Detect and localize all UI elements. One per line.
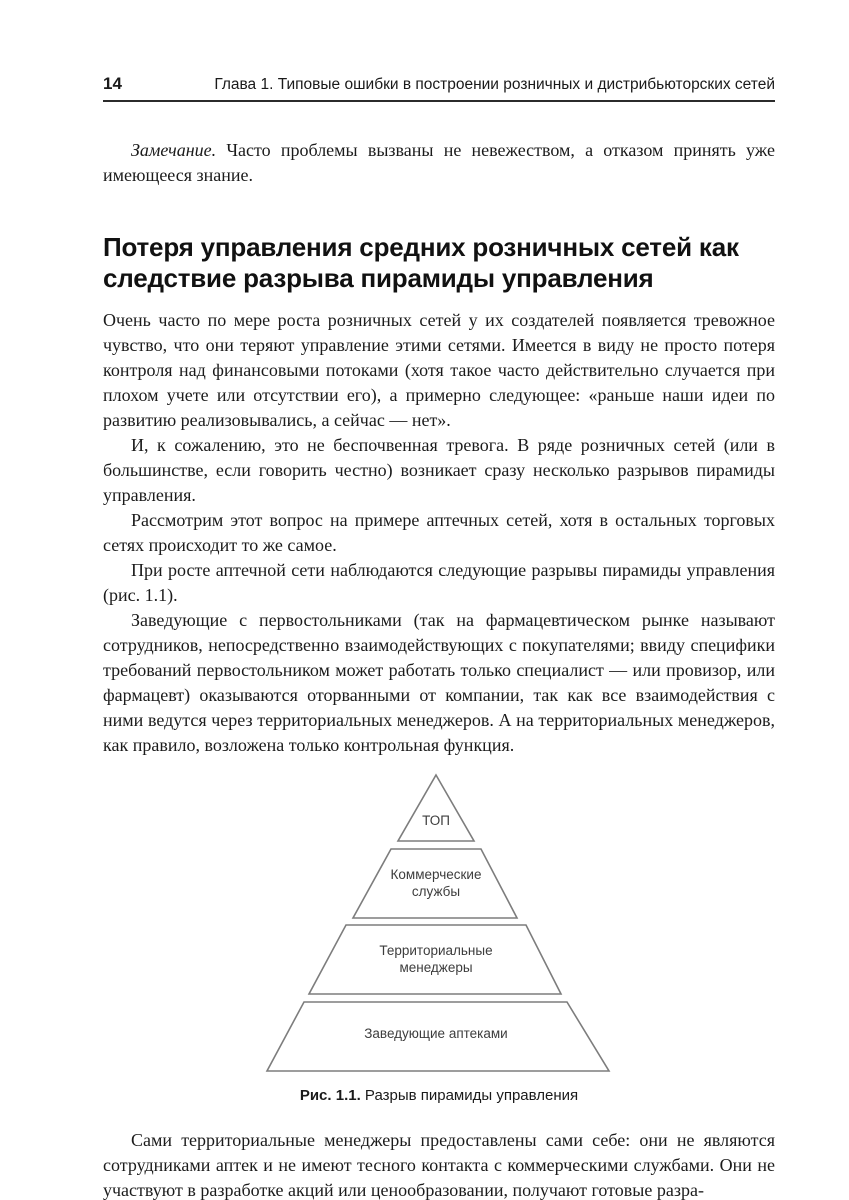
paragraph: При росте аптечной сети наблюдаются следующие разрывы пирамиды управления (рис. 1.1). [103, 560, 775, 605]
chapter-title: Глава 1. Типовые ошибки в построении розничных и дистрибьюторских сетей [214, 76, 775, 93]
page-number: 14 [103, 74, 122, 93]
paragraph: Сами территориальные менеджеры предоставлены сами себе: они не являются сотрудниками аптек и не имеют тесного контакта с коммерческими службами. Они не участвуют в разработке акций или ценообразовании, получают готовые разра- [103, 1130, 775, 1200]
running-head [103, 74, 775, 102]
section-heading: Потеря управления средних розничных сетей как следствие разрыва пирамиды управления [103, 232, 739, 293]
remark-lead: Замечание. [131, 140, 217, 160]
pyramid-label-base: Заведующие аптеками [364, 1026, 508, 1041]
figure-caption [103, 1087, 775, 1104]
body-copy [103, 308, 775, 758]
pyramid-level-top [398, 775, 474, 841]
figure-1-1 [103, 772, 775, 1104]
pyramid-label-top: ТОП [422, 813, 450, 828]
pyramid-diagram [264, 772, 614, 1076]
figure-caption-label: Рис. 1.1. [299, 1087, 361, 1104]
figure-caption-text: Разрыв пирамиды управления [360, 1087, 579, 1104]
paragraph: И, к сожалению, это не беспочвенная тревога. В ряде розничных сетей (или в большинстве, если говорить честно) возникает сразу несколько разрывов пирамиды управления. [103, 435, 775, 505]
remark-paragraph [103, 138, 775, 188]
remark-text: Часто проблемы вызваны не невежеством, а отказом принять уже имеющееся знание. [103, 140, 775, 185]
body-copy-after-figure [103, 1128, 775, 1200]
pyramid-label-3: Территориальные менеджеры [379, 943, 493, 975]
paragraph: Очень часто по мере роста розничных сетей у их создателей появляется тревожное чувство, что они теряют управление этими сетями. Имеется в виду не просто потеря контроля над финансовыми потоками (хотя такое часто действительно случается при плохом учете или отсутствии его), а примерно следующее: «раньше наши идеи по развитию реализовывались, а сейчас — нет». [103, 310, 775, 430]
paragraph: Заведующие с первостольниками (так на фармацевтическом рынке называют сотрудников, непосредственно взаимодействующих с покупателями; ввиду специфики требований первостольником может работать только специалист — или провизор, или фармацевт) оказываются оторванными от компании, так как все взаимодействия с ними ведутся через территориальных менеджеров. А на территориальных менеджеров, как правило, возложена только контрольная функция. [103, 610, 775, 755]
paragraph: Рассмотрим этот вопрос на примере аптечных сетей, хотя в остальных торговых сетях происходит то же самое. [103, 510, 775, 555]
pyramid-label-2: Коммерческие службы [390, 867, 482, 899]
